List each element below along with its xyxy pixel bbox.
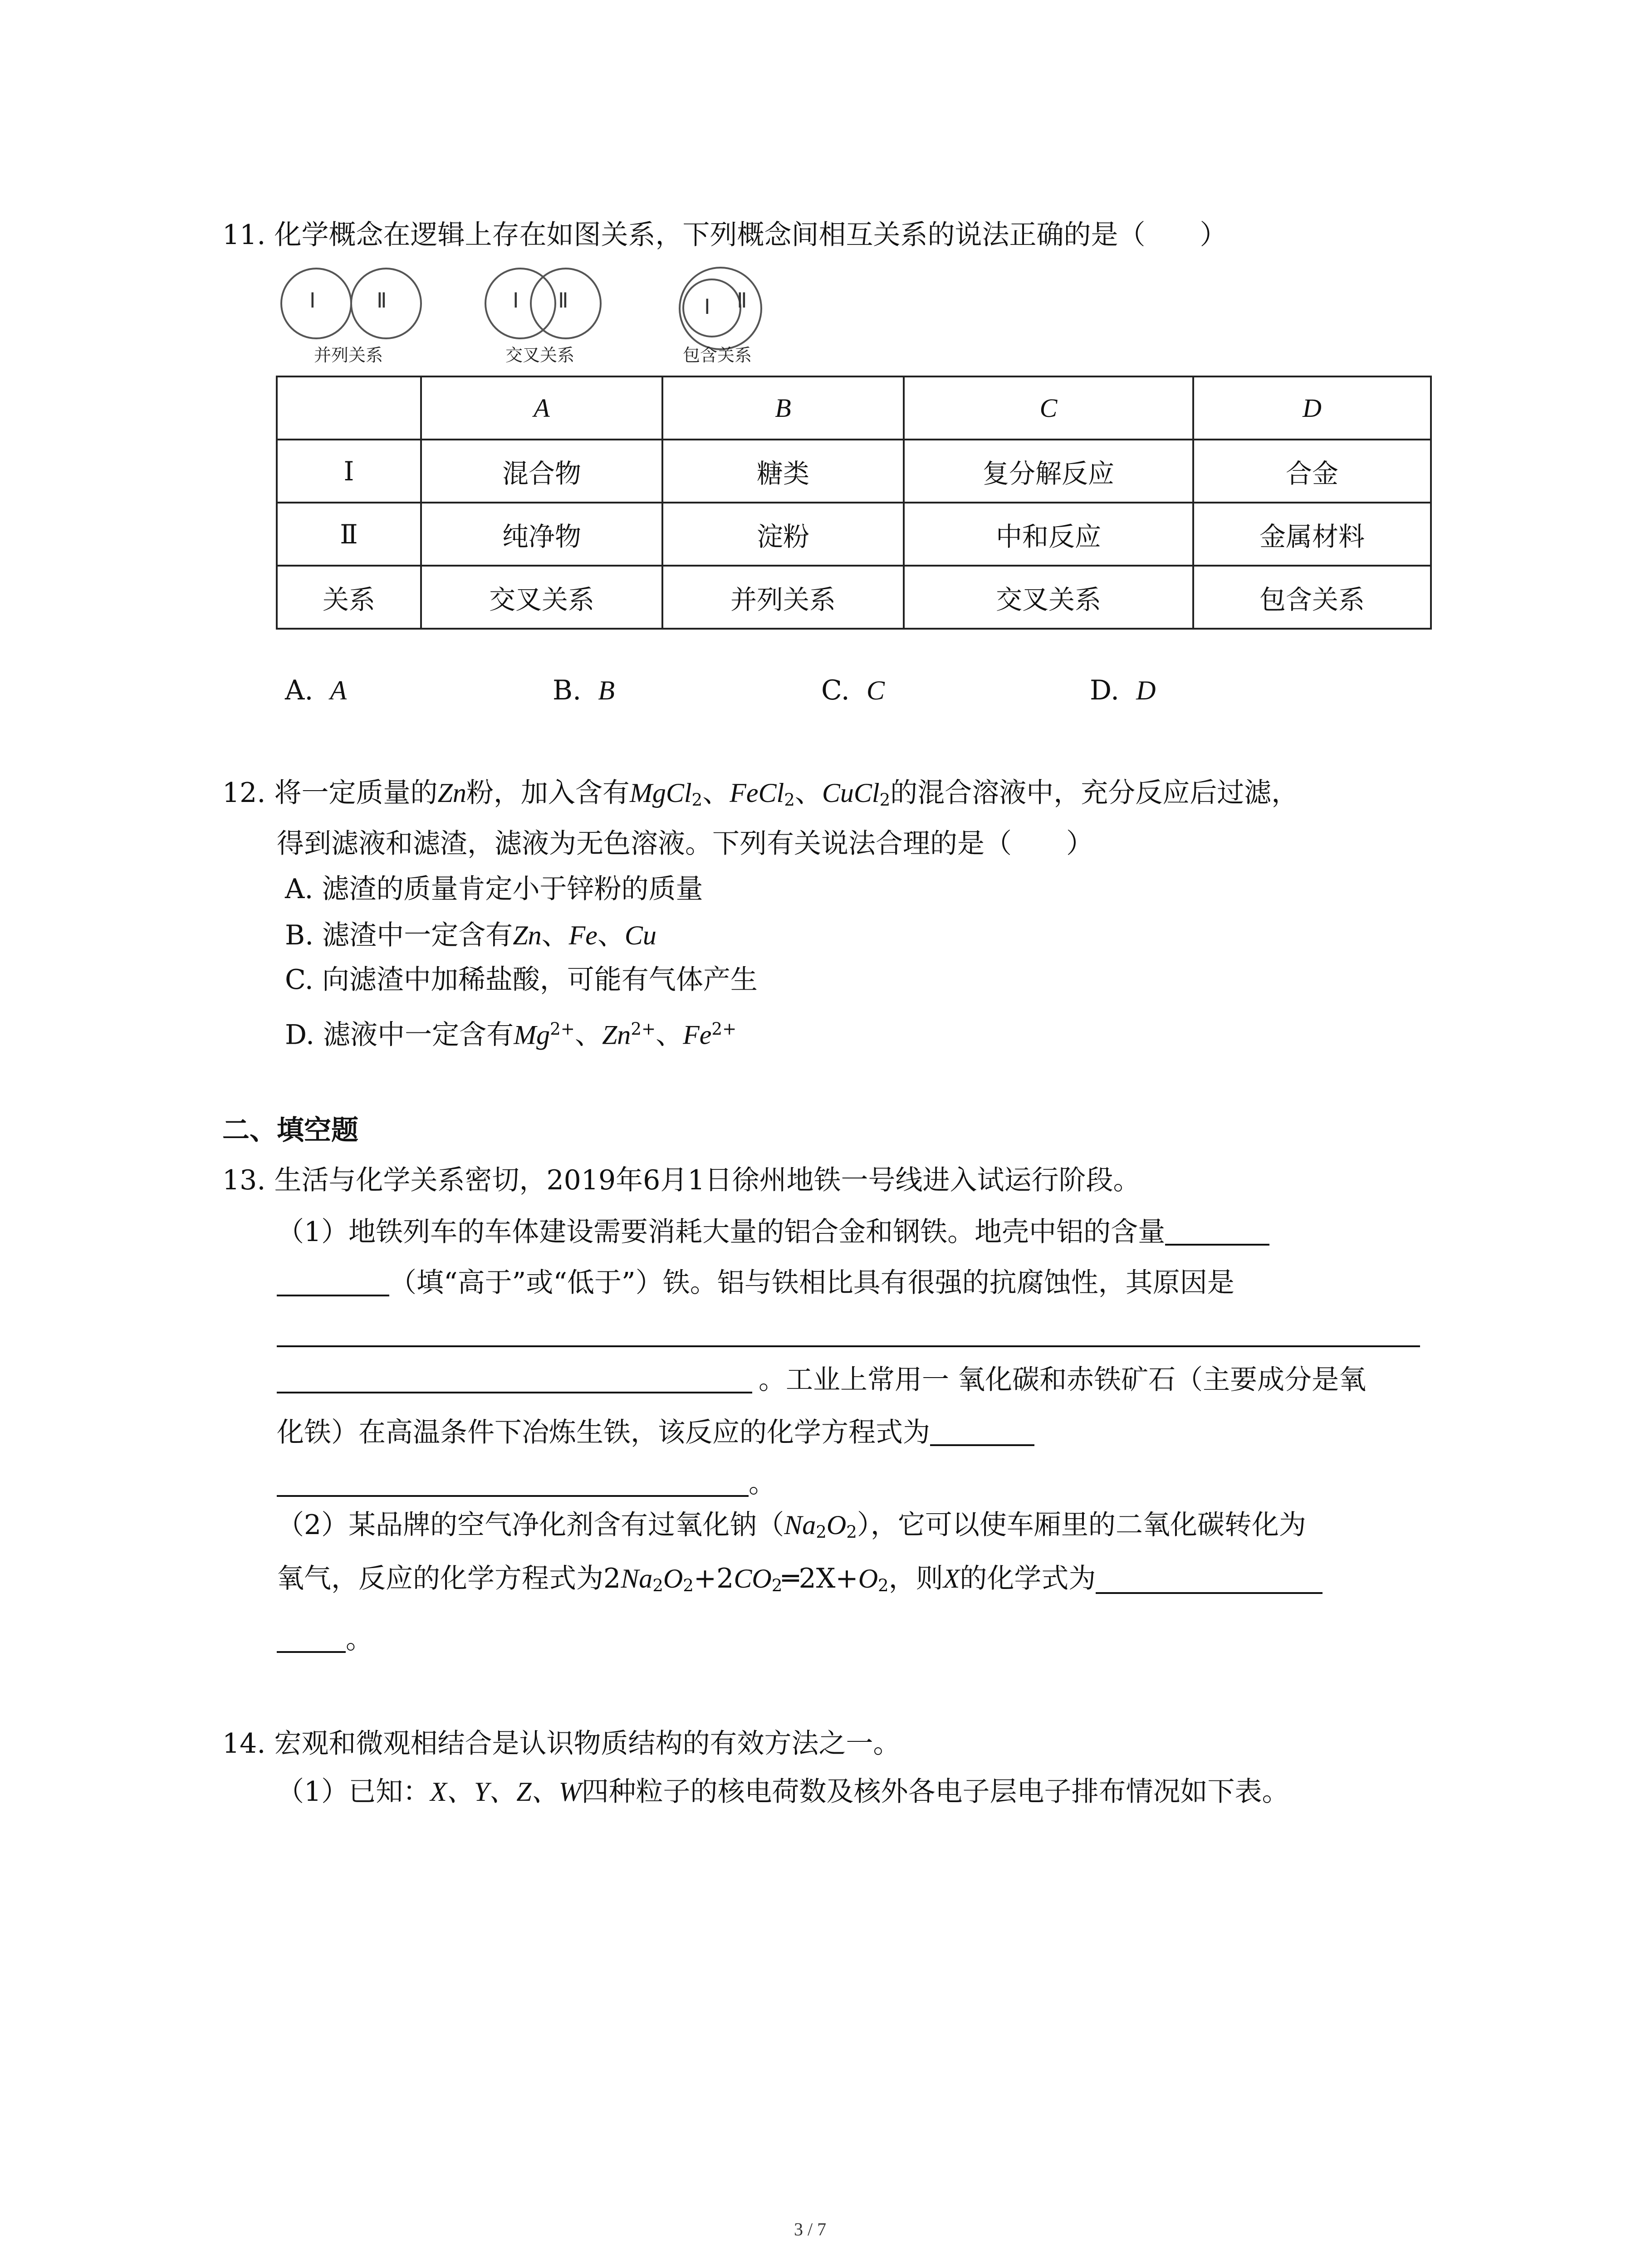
table-header-b: B bbox=[662, 376, 904, 440]
venn-caption-contains: 包含关系 bbox=[683, 345, 752, 365]
q14-line-2 bbox=[277, 1776, 1289, 1808]
table-cell bbox=[277, 376, 421, 440]
text: 。工业上常用一 氧化碳和赤铁矿石（主要成分是氧 bbox=[759, 1364, 1367, 1396]
equals-sign: ═ bbox=[782, 1563, 799, 1594]
table-cell: 中和反应 bbox=[904, 503, 1193, 566]
text: D. 滤液中一定含有 bbox=[285, 1019, 514, 1051]
subscript: 2 bbox=[878, 1575, 889, 1596]
separator: 、 bbox=[597, 919, 625, 951]
answer-blank[interactable] bbox=[1165, 1219, 1269, 1246]
formula-co2: CO bbox=[734, 1564, 772, 1593]
page-number: 3 / 7 bbox=[794, 2219, 827, 2239]
answer-blank[interactable] bbox=[277, 1270, 389, 1296]
q12-line-1 bbox=[222, 779, 1298, 808]
answer-blank[interactable] bbox=[277, 1367, 752, 1393]
subscript: 2 bbox=[879, 790, 891, 810]
text: ），它可以使车厢里的二氧化碳转化为 bbox=[857, 1509, 1306, 1541]
table-cell: 关系 bbox=[277, 566, 421, 629]
q11-option-a[interactable] bbox=[285, 677, 347, 704]
answer-blank[interactable] bbox=[277, 1471, 749, 1497]
text: （1）已知： bbox=[277, 1776, 431, 1808]
table-header-d: D bbox=[1193, 376, 1431, 440]
option-value: A bbox=[330, 675, 347, 705]
formula-zn: Zn bbox=[437, 778, 466, 808]
q13-line-7 bbox=[277, 1467, 776, 1499]
subscript: 2 bbox=[652, 1575, 663, 1596]
formula-cu: Cu bbox=[624, 920, 656, 950]
table-cell: 交叉关系 bbox=[421, 566, 662, 629]
table-row bbox=[277, 503, 1431, 566]
question-number: 12. bbox=[222, 777, 266, 809]
subscript: 2 bbox=[683, 1575, 694, 1596]
venn-roman-1: Ⅰ bbox=[309, 289, 316, 312]
table-row bbox=[277, 376, 1431, 440]
subscript: 2 bbox=[784, 790, 795, 810]
separator: 、 bbox=[541, 919, 569, 951]
variables-xyzw: X、Y、Z、W bbox=[430, 1777, 582, 1807]
formula-na2o2: Na bbox=[784, 1510, 816, 1540]
subscript: 2 bbox=[771, 1575, 783, 1596]
q13-line-6 bbox=[277, 1419, 1034, 1446]
q11-option-c[interactable] bbox=[821, 677, 885, 704]
venn-roman-2: Ⅱ bbox=[377, 289, 387, 312]
q12-option-d[interactable] bbox=[285, 1019, 737, 1051]
table-cell: Ⅱ bbox=[277, 503, 421, 566]
text: ，则 bbox=[888, 1563, 943, 1594]
text: 化铁）在高温条件下冶炼生铁，该反应的化学方程式为 bbox=[277, 1417, 930, 1448]
option-letter: D. bbox=[1090, 675, 1120, 706]
ion-zn: Zn bbox=[602, 1020, 631, 1050]
variable-x: X bbox=[943, 1564, 960, 1593]
venn-roman-1: Ⅰ bbox=[704, 295, 710, 318]
table-header-c: C bbox=[904, 376, 1193, 440]
venn-parallel-circle-1 bbox=[280, 268, 352, 339]
option-value: C bbox=[866, 675, 885, 705]
superscript: 2+ bbox=[631, 1019, 656, 1039]
superscript: 2+ bbox=[550, 1019, 575, 1039]
text: （2）某品牌的空气净化剂含有过氧化钠（ bbox=[277, 1509, 784, 1541]
q13-line-5 bbox=[277, 1364, 1367, 1396]
text: 四种粒子的核电荷数及核外各电子层电子排布情况如下表。 bbox=[581, 1776, 1289, 1808]
answer-blank[interactable] bbox=[277, 1627, 346, 1653]
separator: 、 bbox=[702, 777, 730, 809]
ion-mg: Mg bbox=[514, 1020, 550, 1050]
option-letter: C. bbox=[821, 675, 850, 706]
table-header-a: A bbox=[421, 376, 662, 440]
answer-blank[interactable] bbox=[930, 1420, 1034, 1446]
q11-option-d[interactable] bbox=[1090, 677, 1156, 704]
subscript: 2 bbox=[816, 1522, 827, 1542]
text: 。 bbox=[749, 1467, 776, 1499]
option-value: B bbox=[598, 675, 615, 705]
q12-line-2: 得到滤液和滤渣，滤液为无色溶液。下列有关说法合理的是（ ） bbox=[277, 828, 1093, 860]
ion-fe: Fe bbox=[683, 1020, 712, 1050]
answer-blank[interactable] bbox=[1096, 1568, 1323, 1594]
superscript: 2+ bbox=[711, 1019, 737, 1039]
option-letter: A. bbox=[285, 675, 314, 706]
table-cell: 金属材料 bbox=[1193, 503, 1431, 566]
text: （填“高于”或“低于”）铁。铝与铁相比具有很强的抗腐蚀性，其原因是 bbox=[389, 1267, 1234, 1299]
text: 的化学式为 bbox=[960, 1563, 1096, 1594]
text: 。 bbox=[346, 1623, 373, 1655]
table-cell: 混合物 bbox=[421, 440, 662, 503]
formula-o: O bbox=[826, 1510, 847, 1540]
venn-diagrams bbox=[272, 267, 771, 376]
text: 氧气，反应的化学方程式为2 bbox=[277, 1563, 621, 1594]
formula-fecl2: FeCl bbox=[730, 778, 784, 808]
q13-line-8 bbox=[277, 1511, 1306, 1540]
table-cell: 糖类 bbox=[662, 440, 904, 503]
q12-option-b[interactable] bbox=[285, 919, 656, 951]
q13-line-2 bbox=[277, 1218, 1269, 1246]
venn-roman-1: Ⅰ bbox=[513, 289, 519, 312]
option-value: D bbox=[1136, 675, 1156, 705]
formula-mgcl2: MgCl bbox=[629, 778, 692, 808]
text: 将一定质量的 bbox=[274, 777, 438, 809]
q13-line-3 bbox=[277, 1267, 1234, 1299]
subscript: 2 bbox=[691, 790, 703, 810]
formula-cucl2: CuCl bbox=[822, 778, 880, 808]
text: +2 bbox=[693, 1563, 734, 1594]
table-cell: Ⅰ bbox=[277, 440, 421, 503]
q11-option-b[interactable] bbox=[553, 677, 615, 704]
formula-zn: Zn bbox=[513, 920, 542, 950]
venn-contains-circle-inner bbox=[682, 279, 741, 337]
q11-stem: 11. 化学概念在逻辑上存在如图关系，下列概念间相互关系的说法正确的是（ ） bbox=[222, 219, 1227, 251]
table-cell: 淀粉 bbox=[662, 503, 904, 566]
formula-o: O bbox=[663, 1564, 683, 1593]
table-cell: 复分解反应 bbox=[904, 440, 1193, 503]
venn-caption-cross: 交叉关系 bbox=[505, 345, 575, 365]
q12-option-c[interactable]: C. 向滤渣中加稀盐酸，可能有气体产生 bbox=[285, 964, 758, 996]
q13-line-9 bbox=[277, 1565, 1323, 1594]
answer-blank-line[interactable] bbox=[277, 1345, 1420, 1347]
q11-table bbox=[276, 376, 1432, 630]
text: 2X+ bbox=[798, 1563, 858, 1594]
q13-line-1: 13. 生活与化学关系密切，2019年6月1日徐州地铁一号线进入试运行阶段。 bbox=[222, 1164, 1141, 1196]
text: 粉，加入含有 bbox=[466, 777, 630, 809]
q14-line-1: 14. 宏观和微观相结合是认识物质结构的有效方法之一。 bbox=[222, 1728, 901, 1760]
venn-roman-2: Ⅱ bbox=[737, 289, 747, 312]
formula-fe: Fe bbox=[568, 920, 598, 950]
table-cell: 纯净物 bbox=[421, 503, 662, 566]
text: 的混合溶液中，充分反应后过滤， bbox=[890, 777, 1299, 809]
subscript: 2 bbox=[846, 1522, 857, 1542]
table-cell: 包含关系 bbox=[1193, 566, 1431, 629]
separator: 、 bbox=[656, 1019, 683, 1051]
separator: 、 bbox=[794, 777, 822, 809]
table-cell: 并列关系 bbox=[662, 566, 904, 629]
option-letter: B. bbox=[553, 675, 582, 706]
text: （1）地铁列车的车体建设需要消耗大量的铝合金和钢铁。地壳中铝的含量 bbox=[277, 1216, 1166, 1248]
formula-o2: O bbox=[858, 1564, 878, 1593]
venn-roman-2: Ⅱ bbox=[558, 289, 568, 312]
table-row bbox=[277, 440, 1431, 503]
table-row bbox=[277, 566, 1431, 629]
q13-line-10 bbox=[277, 1623, 373, 1655]
q12-option-a[interactable]: A. 滤渣的质量肯定小于锌粉的质量 bbox=[285, 873, 703, 905]
text: B. 滤渣中一定含有 bbox=[285, 919, 513, 951]
section-heading: 二、填空题 bbox=[222, 1114, 358, 1146]
formula-na2o2: Na bbox=[621, 1564, 653, 1593]
venn-caption-parallel: 并列关系 bbox=[314, 345, 383, 365]
table-cell: 交叉关系 bbox=[904, 566, 1193, 629]
table-cell: 合金 bbox=[1193, 440, 1431, 503]
separator: 、 bbox=[574, 1019, 602, 1051]
